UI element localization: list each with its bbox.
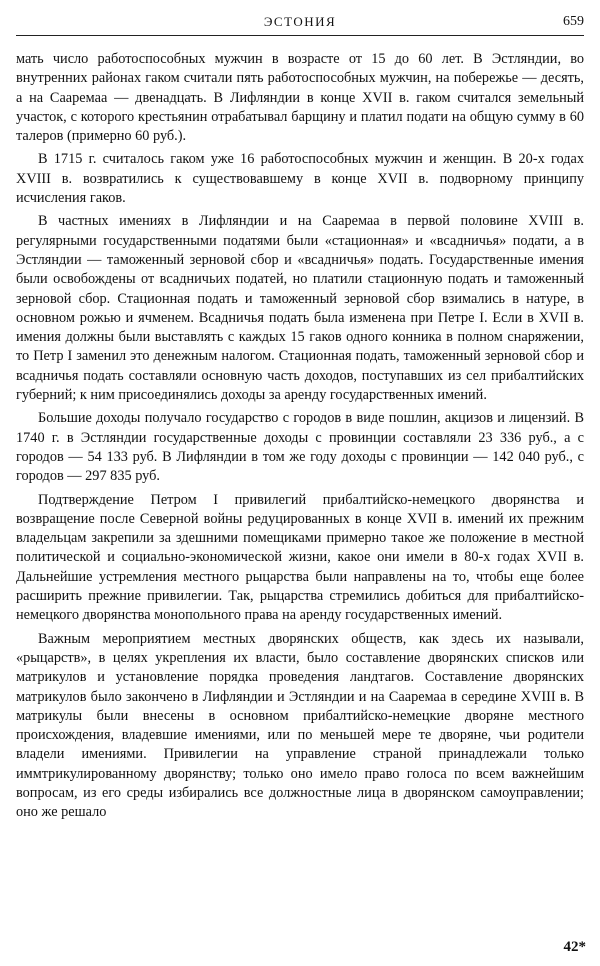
running-title: ЭСТОНИЯ	[263, 14, 337, 29]
paragraph: Важным мероприятием местных дворянских обществ, как здесь их называли, «рыцарств», в целях укрепления их власти, было составление дворянских списков или матрикулов и установление порядка проведения ландтагов. Составление дворянских матрикулов было закончено в Лифляндии и Эстляндии и на Сааремаа в середине XVIII в. В матрикулы были внесены в основном прибалтийско-немецкие дворяне местного происхождения, владевшие имениями, или по меньшей мере те дворяне, чьи родители владели имениями. Привилегии на управление страной принадлежали только иммтрикулированному дворянству; только оно имело право голоса по всем важнейшим вопросам, из его среды избирались все должностные лица в дворянском самоуправлении; оно же решало	[16, 630, 584, 821]
page-number: 659	[563, 14, 584, 29]
header-rule	[16, 35, 584, 36]
signature-mark: 42*	[563, 939, 586, 955]
paragraph: Подтверждение Петром I привилегий прибалтийско-немецкого дворянства и возвращение после Северной войны редуцированных в конце XVII в. имений их прежним владельцам закрепили за здешними помещиками примерно такое же положение в местной политической и социально-экономической жизни, какое они имели в 80-х годах XVII в. Дальнейшие устремления местного рыцарства были направлены на то, чтобы еще более расширить прежние привилегии. Так, рыцарства стремились добиться для прибалтийско-немецкого дворянства монопольного права на аренду государственных имений.	[16, 491, 584, 624]
paragraph: мать число работоспособных мужчин в возрасте от 15 до 60 лет. В Эстляндии, во внутренних районах гаком считали пять работоспособных мужчин, на побережье — десять, а на Сааремаа — двенадцать. В Лифляндии в конце XVII в. гаком считался земельный участок, с которого крестьянин отрабатывал барщину и платил подати на общую сумму в 60 талеров (примерно 60 руб.).	[16, 51, 584, 145]
paragraph: Большие доходы получало государство с городов в виде пошлин, акцизов и лицензий. В 1740 г. в Эстляндии государственные доходы с провинции составляли 23 336 руб., а с городов — 54 133 руб. В Лифляндии в том же году доходы с провинции — 142 040 руб., с городов — 297 835 руб.	[16, 410, 584, 485]
paragraph: В частных имениях в Лифляндии и на Сааремаа в первой половине XVIII в. регулярными государственными податями были «стационная» и «всадничья» подати, а в Эстляндии — таможенный зерновой сбор и «всадничья» подать. Государственные имения были освобождены от всадничьих податей, но платили стационную подать и таможенный зерновой сбор. Стационная подать и таможенный зерновой сбор взимались в натуре, в основном рожью и ячменем. Всадничья подать была изменена при Петре I. Если в XVII в. имения должны были выставлять с каждых 15 гаков одного конника в полном снаряжении, то Петр I заменил это денежным налогом. Стационная подать, таможенный зерновой сбор и всадничья подать составляли основную часть доходов, поступавших из сел прибалтийских губерний; к ним присоединялись доходы за аренду государственных имений.	[16, 213, 584, 404]
page-body	[16, 50, 584, 827]
running-header	[16, 10, 584, 38]
paragraph: В 1715 г. считалось гаком уже 16 работоспособных мужчин и женщин. В 20-х годах XVIII в. возвратились к существовавшему в конце XVII в. подворному принципу исчисления гаков.	[16, 151, 584, 207]
